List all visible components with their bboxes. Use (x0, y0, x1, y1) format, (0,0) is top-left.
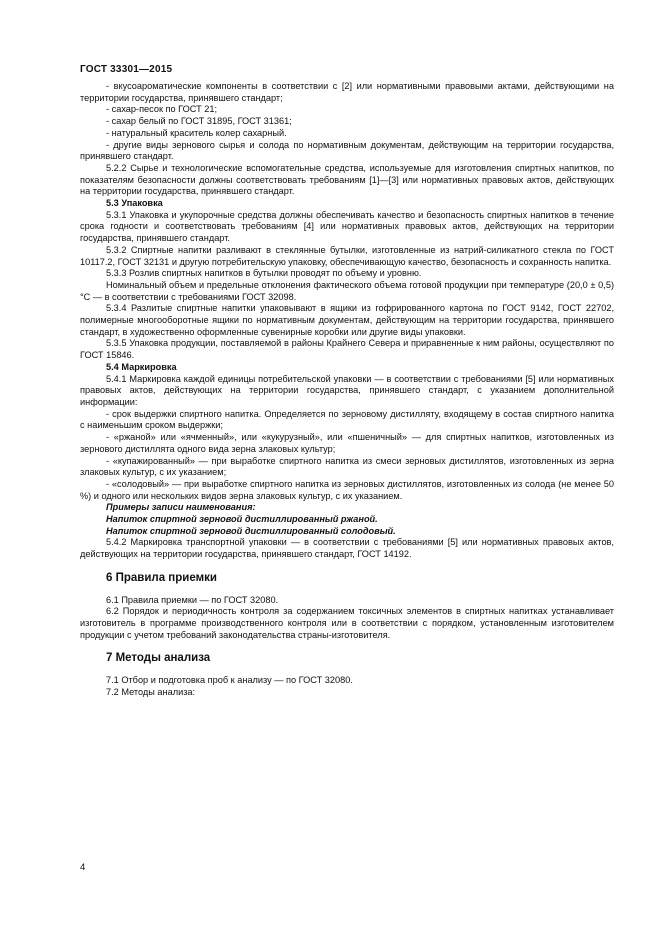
list-item: - сахар-песок по ГОСТ 21; (106, 104, 218, 115)
paragraph: 6.1 Правила приемки — по ГОСТ 32080. (106, 594, 279, 605)
paragraph: 7.1 Отбор и подготовка проб к анализу — по ГОСТ 32080. (106, 675, 353, 686)
paragraph: 5.3.2 Спиртные напитки разливают в стеклянные бутылки, изготовленные из натрий-силикатного стекла по ГОСТ 10117.2, ГОСТ 32131 и другую потребительскую упаковку, обеспечивающую качество, безопасность и сохранность напитка. (80, 244, 614, 267)
section-heading-5-3: 5.3 Упаковка (106, 198, 163, 209)
section-heading-7: 7 Методы анализа (106, 652, 211, 665)
list-item: - другие виды зернового сырья и солода по нормативным документам, действующим на территории государства, принявшего стандарт. (80, 139, 614, 162)
document-code-header: ГОСТ 33301—2015 (80, 64, 173, 75)
list-item: - натуральный краситель колер сахарный. (106, 127, 287, 138)
paragraph: 7.2 Методы анализа: (106, 686, 196, 697)
list-item: - «купажированный» — при выработке спиртного напитка из смеси зерновых дистиллятов, изготовленных из зерна злаковых культур, с их указанием; (80, 455, 614, 478)
example-line: Напиток спиртной зерновой дистиллированный солодовый. (106, 525, 396, 536)
paragraph: 5.3.5 Упаковка продукции, поставляемой в районы Крайнего Севера и приравненные к ним районы, осуществляют по ГОСТ 15846. (80, 338, 614, 361)
paragraph: 5.3.4 Разлитые спиртные напитки упаковывают в ящики из гофрированного картона по ГОСТ 9142, ГОСТ 22702, полимерные многооборотные ящики по нормативным документам, действующим на территории государства, принявшего стандарт, в художественно оформленные сувенирные коробки или другие виды упаковки. (80, 303, 614, 337)
page-number: 4 (80, 862, 86, 873)
paragraph: 6.2 Порядок и периодичность контроля за содержанием токсичных элементов в спиртных напитках устанавливает изготовитель в программе производственного контроля или в соответствии с порядком, установленным изготовителем продукции с учетом требований законодательства страны-изготовителя. (80, 606, 614, 640)
list-item: - «солодовый» — при выработке спиртного напитка из зерновых дистиллятов, изготовленных из солода (не менее 50 %) и одного или нескольких видов зерна злаковых культур, с их указанием. (80, 478, 614, 501)
list-item: - «ржаной» или «ячменный», или «кукурузный», или «пшеничный» — для спиртных напитков, изготовленных из зернового дистиллята одного вида зерна злаковых культур; (80, 432, 614, 454)
paragraph: 5.3.3 Розлив спиртных напитков в бутылки проводят по объему и уровню. (106, 268, 422, 279)
paragraph: Номинальный объем и предельные отклонения фактического объема готовой продукции при температуре (20,0 ± 0,5) °С — в соответствии с требованиями ГОСТ 32098. (80, 279, 614, 302)
paragraph: - вкусоароматические компоненты в соответствии с [2] или нормативными правовыми актами, действующими на территории государства, принявшего стандарт; (80, 81, 614, 103)
paragraph: 5.4.1 Маркировка каждой единицы потребительской упаковки — в соответствии с требованиями [5] или нормативных правовых актов, действующих на территории государства, принявшего стандарт, с указанием дополнительной информации: (80, 373, 614, 407)
example-heading: Примеры записи наименования: (106, 502, 256, 513)
example-line: Напиток спиртной зерновой дистиллированный ржаной. (106, 514, 378, 525)
section-heading-6: 6 Правила приемки (106, 571, 217, 584)
document-body (80, 81, 614, 698)
paragraph: 5.3.1 Упаковка и укупорочные средства должны обеспечивать качество и безопасность спиртных напитков в течение срока годности и соответствовать требованиям [4] или нормативных правовых актов, действующих на территории государства, принявшего стандарт. (80, 209, 614, 244)
list-item: - сахар белый по ГОСТ 31895, ГОСТ 31361; (106, 116, 292, 127)
paragraph: 5.2.2 Сырье и технологические вспомогательные средства, используемые для изготовления спиртных напитков, по показателям безопасности должны соответствовать требованиям [1]—[3] или нормативных правовых актов, действующих на территории государства, принявшего стандарт. (80, 162, 614, 197)
list-item: - срок выдержки спиртного напитка. Определяется по зерновому дистилляту, входящему в состав спиртного напитка с наименьшим сроком выдержки; (80, 408, 614, 431)
paragraph: 5.4.2 Маркировка транспортной упаковки — в соответствии с требованиями [5] или нормативных правовых актов, действующих на территории государства, принявшего стандарт, ГОСТ 14192. (80, 537, 614, 560)
section-heading-5-4: 5.4 Маркировка (106, 361, 177, 372)
